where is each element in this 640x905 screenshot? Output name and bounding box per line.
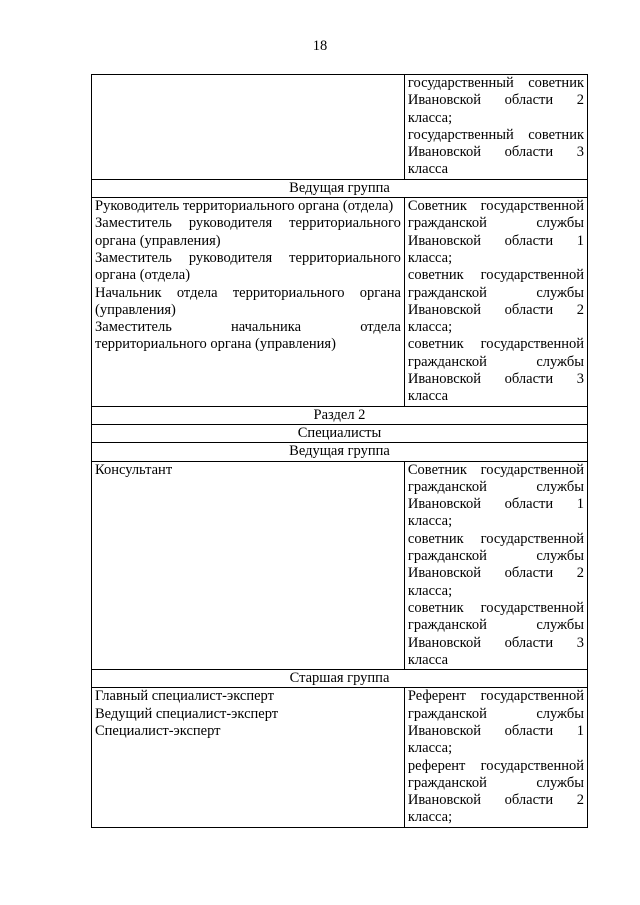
rank-line: класса [407, 651, 449, 668]
rank-line: класса; [407, 809, 453, 826]
rank-line: Советник государственной [407, 461, 584, 478]
section-title: Раздел 2 [92, 406, 588, 424]
rank-line: Ивановской области 2 [407, 92, 584, 109]
position-name: Заместитель руководителя территориального органа (управления) [95, 215, 401, 249]
class-rank-cell [404, 688, 587, 827]
section-title-row [92, 406, 588, 424]
rank-line: советник государственной [407, 336, 584, 353]
rank-line: Ивановской области 3 [407, 144, 584, 161]
rank-line: Ивановской области 2 [407, 792, 584, 809]
group-header-row [92, 670, 588, 688]
rank-line: класса; [407, 319, 453, 336]
rank-line: гражданской службы [407, 705, 584, 722]
rank-line: Ивановской области 3 [407, 634, 584, 651]
position-name: Заместитель начальника отдела территориального органа (управления) [95, 319, 401, 353]
position-name: Руководитель территориального органа (отдела) [95, 198, 394, 215]
category-title: Специалисты [92, 424, 588, 442]
rank-line: класса; [407, 582, 453, 599]
rank-line: государственный советник [407, 126, 584, 143]
group-header: Ведущая группа [92, 443, 588, 461]
category-row [92, 424, 588, 442]
class-rank-cell [404, 461, 587, 670]
rank-line: Ивановской области 1 [407, 496, 584, 513]
position-name: Ведущий специалист-эксперт [95, 705, 279, 722]
rank-line: советник государственной [407, 599, 584, 616]
table-row [92, 688, 588, 827]
position-name: Главный специалист-эксперт [95, 688, 274, 705]
group-header-row [92, 443, 588, 461]
class-rank-cell [404, 75, 587, 180]
empty-cell [92, 75, 405, 180]
position-name: Заместитель руководителя территориального органа (отдела) [95, 249, 401, 284]
positions-cell [92, 461, 405, 670]
rank-line: гражданской службы [407, 284, 584, 301]
positions-cell [92, 688, 405, 827]
rank-line: государственный советник [407, 75, 584, 91]
rank-line: Ивановской области 1 [407, 722, 584, 739]
rank-line: класса [407, 161, 449, 178]
rank-line: советник государственной [407, 267, 584, 284]
positions-cell [92, 198, 405, 407]
rank-line: класса; [407, 249, 453, 266]
class-rank-cell [404, 198, 587, 407]
rank-line: класса; [407, 740, 453, 757]
rank-line: Референт государственной [407, 688, 584, 705]
rank-line: класса; [407, 513, 453, 530]
group-header: Старшая группа [92, 670, 588, 688]
rank-line: гражданской службы [407, 353, 584, 370]
rank-line: класса [407, 388, 449, 405]
rank-line: референт государственной [407, 757, 584, 774]
rank-line: Ивановской области 3 [407, 371, 584, 388]
rank-line: гражданской службы [407, 478, 584, 495]
page-number: 18 [312, 38, 328, 54]
rank-line: Ивановской области 1 [407, 232, 584, 249]
table-row [92, 461, 588, 670]
position-name: Начальник отдела территориального органа (управления) [95, 284, 401, 318]
rank-line: советник государственной [407, 530, 584, 547]
group-header-row [92, 179, 588, 197]
position-name: Консультант [95, 461, 173, 478]
positions-table [91, 74, 588, 828]
rank-line: Советник государственной [407, 198, 584, 215]
group-header: Ведущая группа [92, 179, 588, 197]
table-row [92, 198, 588, 407]
rank-line: гражданской службы [407, 548, 584, 565]
rank-line: Ивановской области 2 [407, 565, 584, 582]
position-name: Специалист-эксперт [95, 722, 221, 739]
rank-line: Ивановской области 2 [407, 301, 584, 318]
rank-line: гражданской службы [407, 617, 584, 634]
rank-line: гражданской службы [407, 215, 584, 232]
table-row [92, 75, 588, 180]
rank-line: класса; [407, 109, 453, 126]
rank-line: гражданской службы [407, 774, 584, 791]
